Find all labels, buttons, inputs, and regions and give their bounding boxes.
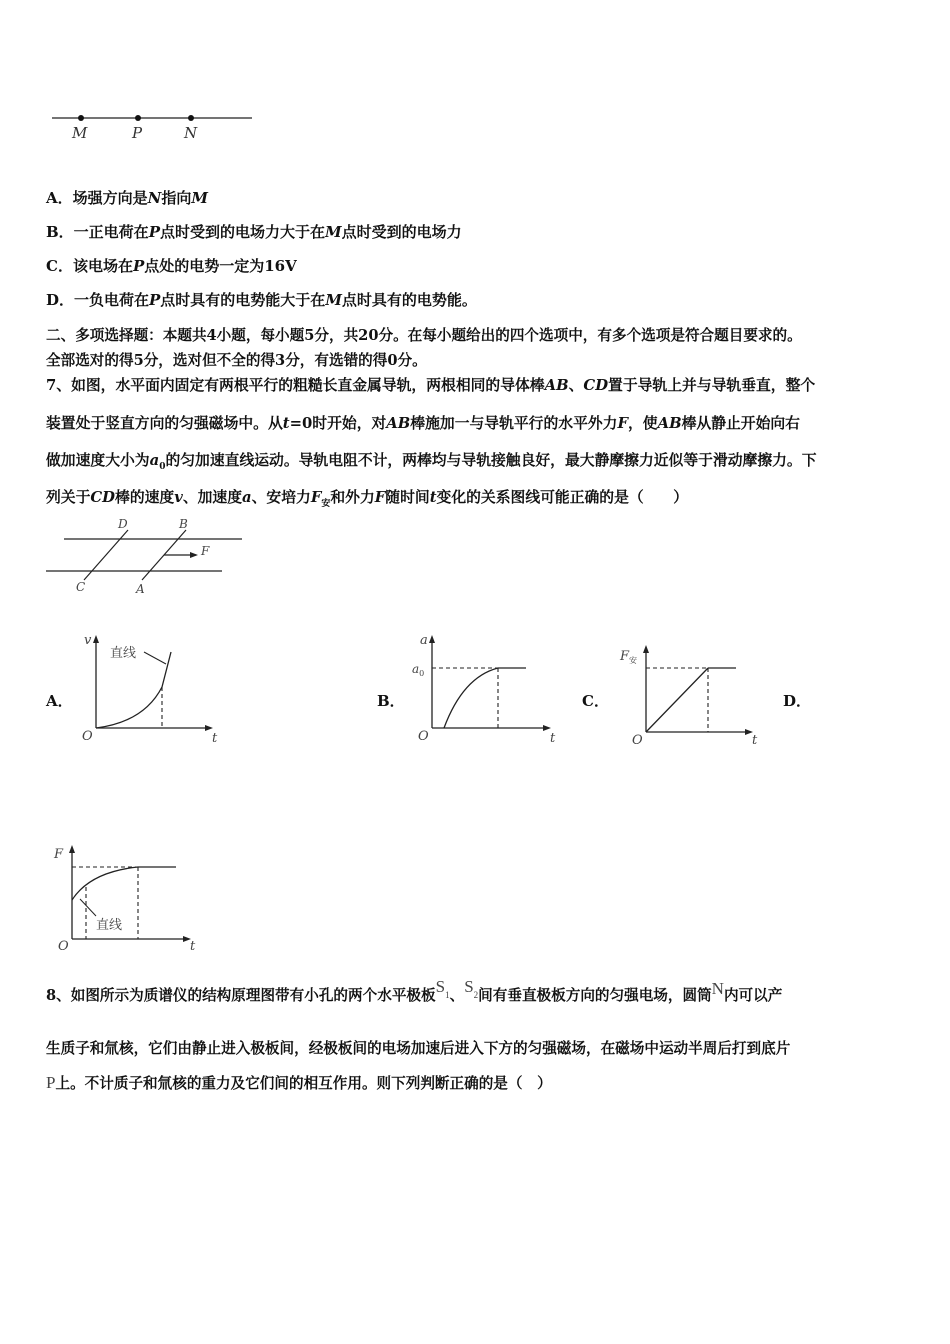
graph-c-xlabel: t — [752, 733, 758, 746]
graph-b-a0 — [412, 662, 424, 678]
q8-p: P — [46, 1073, 56, 1092]
graph-b-ylabel: a — [420, 633, 428, 648]
q8-s2: S — [464, 977, 474, 996]
opt-a-var-m: M — [191, 189, 208, 207]
q7-l1-ab: AB — [544, 377, 569, 394]
opt-d-text-3: 点时具有的电势能。 — [341, 291, 477, 309]
q7-line-2 — [46, 412, 800, 433]
choice-label-d: D． — [783, 692, 812, 710]
point-p — [135, 115, 141, 121]
opt-b-text-3: 点时受到的电场力 — [341, 223, 462, 241]
q7-l3-text-1: 做加速度大小为 — [46, 452, 150, 469]
q7-l2-text-3: 棒施加一与导轨平行的水平外力 — [410, 415, 618, 432]
graph-c-ylabel-sub: 安 — [629, 656, 638, 665]
q8-line-3 — [46, 1072, 552, 1093]
label-n: N — [184, 124, 198, 142]
opt-d-var-p: P — [149, 291, 161, 309]
q6-option-b — [46, 221, 462, 242]
opt-a-text-2: 指向 — [161, 189, 192, 207]
point-m — [78, 115, 84, 121]
graph-b-a0-sub: 0 — [419, 669, 425, 678]
graph-b-curve — [444, 668, 526, 728]
q7-l4-f-2: F — [374, 489, 386, 506]
graph-b-a0-main: a — [412, 662, 420, 676]
graph-a-note: 直线 — [110, 646, 137, 661]
q7-l2-text-4: ，使 — [627, 415, 658, 432]
q8-sep: 、 — [449, 987, 465, 1004]
rail-label-d: D — [118, 517, 128, 531]
opt-b-var-p: P — [148, 223, 160, 241]
q7-line-3 — [46, 449, 817, 472]
q7-l4-t: t — [429, 489, 437, 506]
opt-d-text-1: D．一负电荷在 — [46, 291, 150, 309]
q8-line-1 — [46, 977, 783, 1006]
q8-s2-sub: 2 — [473, 989, 479, 1000]
figure-mpn — [48, 105, 258, 147]
opt-b-text-1: B．一正电荷在 — [46, 223, 149, 241]
rail-label-f: F — [201, 544, 210, 558]
rod-cd — [84, 530, 128, 580]
graph-a-y-arrow — [93, 635, 99, 643]
q7-l4-v: v — [174, 489, 183, 506]
q7-l4-text-3: 、加速度 — [182, 489, 243, 506]
graph-c-y-arrow — [643, 645, 649, 653]
q7-l3-text-2: 的匀加速直线运动。导轨电阻不计，两棒均与导轨接触良好，最大静摩擦力近似等于滑动摩擦力。下 — [165, 452, 817, 469]
q7-l1-text-2: 置于导轨上并与导轨垂直，整个 — [608, 377, 816, 394]
opt-d-var-m: M — [325, 291, 342, 309]
graph-c-ylabel — [619, 649, 637, 665]
q7-l4-text-4: 、安培力 — [251, 489, 311, 506]
rail-label-b: B — [179, 517, 188, 531]
q7-l4-text-5: 和外力 — [330, 489, 375, 506]
graph-d-xlabel: t — [190, 939, 196, 952]
label-p: P — [132, 124, 143, 142]
graph-c-ramp — [646, 668, 708, 732]
graph-b-xlabel: t — [550, 731, 556, 744]
q6-option-a — [46, 187, 208, 208]
q7-l2-ab-2: AB — [657, 415, 682, 432]
graph-d-y-arrow — [69, 845, 75, 853]
graph-b-y-arrow — [429, 635, 435, 643]
q7-line-1 — [46, 374, 815, 395]
q7-l2-text-2: =0时开始，对 — [289, 415, 387, 432]
graph-d-external-force — [50, 842, 210, 952]
q7-l1-sep: 、 — [568, 377, 584, 394]
opt-b-text-2: 点时受到的电场力大于在 — [159, 223, 325, 241]
rail-label-c: C — [76, 580, 86, 594]
q7-l2-f: F — [617, 415, 628, 432]
graph-a-origin: O — [82, 729, 93, 744]
graph-a-note-pointer — [144, 652, 166, 664]
graph-b-acceleration — [408, 632, 560, 744]
section2-line-2: 全部选对的得5分，选对但不全的得3分，有选错的得0分。 — [46, 352, 427, 369]
q8-s1: S — [435, 977, 446, 996]
q7-l2-ab-1: AB — [386, 415, 411, 432]
q8-n: N — [711, 979, 724, 998]
q7-l2-text-5: 棒从静止开始向右 — [681, 415, 800, 432]
q8-l1-text-3: 内可以产 — [723, 987, 783, 1004]
q7-l2-text-1: 装置处于竖直方向的匀强磁场中。从 — [46, 415, 283, 432]
point-n — [188, 115, 194, 121]
rail-label-a: A — [136, 582, 145, 596]
q7-l2-t: t — [282, 415, 290, 432]
q8-s1-sub: 1 — [445, 989, 450, 1000]
opt-c-text-1: C．该电场在 — [46, 257, 133, 275]
q8-l1-text-2: 间有垂直极板方向的匀强电场，圆筒 — [478, 987, 712, 1004]
rail-figure — [44, 515, 254, 600]
q8-l1-text-1: 8、如图所示为质谱仪的结构原理图带有小孔的两个水平极板 — [46, 987, 436, 1004]
choice-label-a: A． — [46, 692, 73, 710]
q7-l4-text-2: 棒的速度 — [115, 489, 175, 506]
graph-c-origin: O — [632, 733, 643, 746]
choice-label-b: B． — [377, 692, 405, 710]
graph-a-velocity — [74, 632, 224, 744]
q7-l4-a: a — [242, 489, 252, 506]
q7-l4-text-7: 变化的关系图线可能正确的是（ ） — [436, 489, 689, 506]
q7-l4-f-sub: 安 — [321, 498, 331, 509]
q6-option-d — [46, 289, 477, 310]
q7-l4-cd: CD — [90, 489, 116, 506]
q7-l3-a0-sub: 0 — [159, 461, 166, 472]
graph-d-note-pointer — [80, 899, 96, 916]
graph-b-origin: O — [418, 729, 429, 744]
force-arrow-head — [190, 552, 198, 558]
q6-option-c — [46, 255, 297, 276]
q7-l4-text-1: 列关于 — [46, 489, 91, 506]
graph-d-note: 直线 — [96, 918, 123, 933]
q8-line-2: 生质子和氚核，它们由静止进入极板间，经极板间的电场加速后进入下方的匀强磁场，在磁场中运动半周后打到底片 — [46, 1040, 791, 1057]
opt-c-var-p: P — [132, 257, 145, 275]
opt-a-text-1: A．场强方向是 — [46, 189, 148, 207]
section2-line-1: 二、多项选择题：本题共4小题，每小题5分，共20分。在每小题给出的四个选项中，有多个选项是符合题目要求的。 — [46, 327, 802, 344]
q7-l4-f-1: F — [310, 489, 322, 506]
label-m: M — [72, 124, 88, 142]
graph-d-ylabel: F — [54, 847, 64, 862]
graph-d-origin: O — [58, 939, 69, 952]
opt-a-var-n: N — [147, 189, 162, 207]
graph-a-curve — [96, 652, 171, 728]
graph-a-ylabel: v — [84, 633, 92, 648]
graph-d-curve — [72, 867, 176, 900]
q7-l3-a0: a — [149, 452, 160, 469]
opt-d-text-2: 点时具有的电势能大于在 — [160, 291, 326, 309]
q7-l4-text-6: 随时间 — [385, 489, 430, 506]
q7-line-4 — [46, 486, 688, 509]
q7-l1-text-1: 7、如图，水平面内固定有两根平行的粗糙长直金属导轨，两根相同的导体棒 — [46, 377, 545, 394]
graph-c-ylabel-main: F — [620, 649, 630, 664]
choice-label-c: C． — [582, 692, 609, 710]
graph-a-xlabel: t — [212, 731, 218, 744]
graph-c-ampere-force — [616, 642, 766, 746]
q7-l1-cd: CD — [583, 377, 609, 394]
opt-b-var-m: M — [324, 223, 342, 241]
q8-l3-text: 上。不计质子和氚核的重力及它们间的相互作用。则下列判断正确的是（ ） — [55, 1075, 552, 1092]
opt-c-text-2: 点处的电势一定为16V — [144, 257, 297, 275]
